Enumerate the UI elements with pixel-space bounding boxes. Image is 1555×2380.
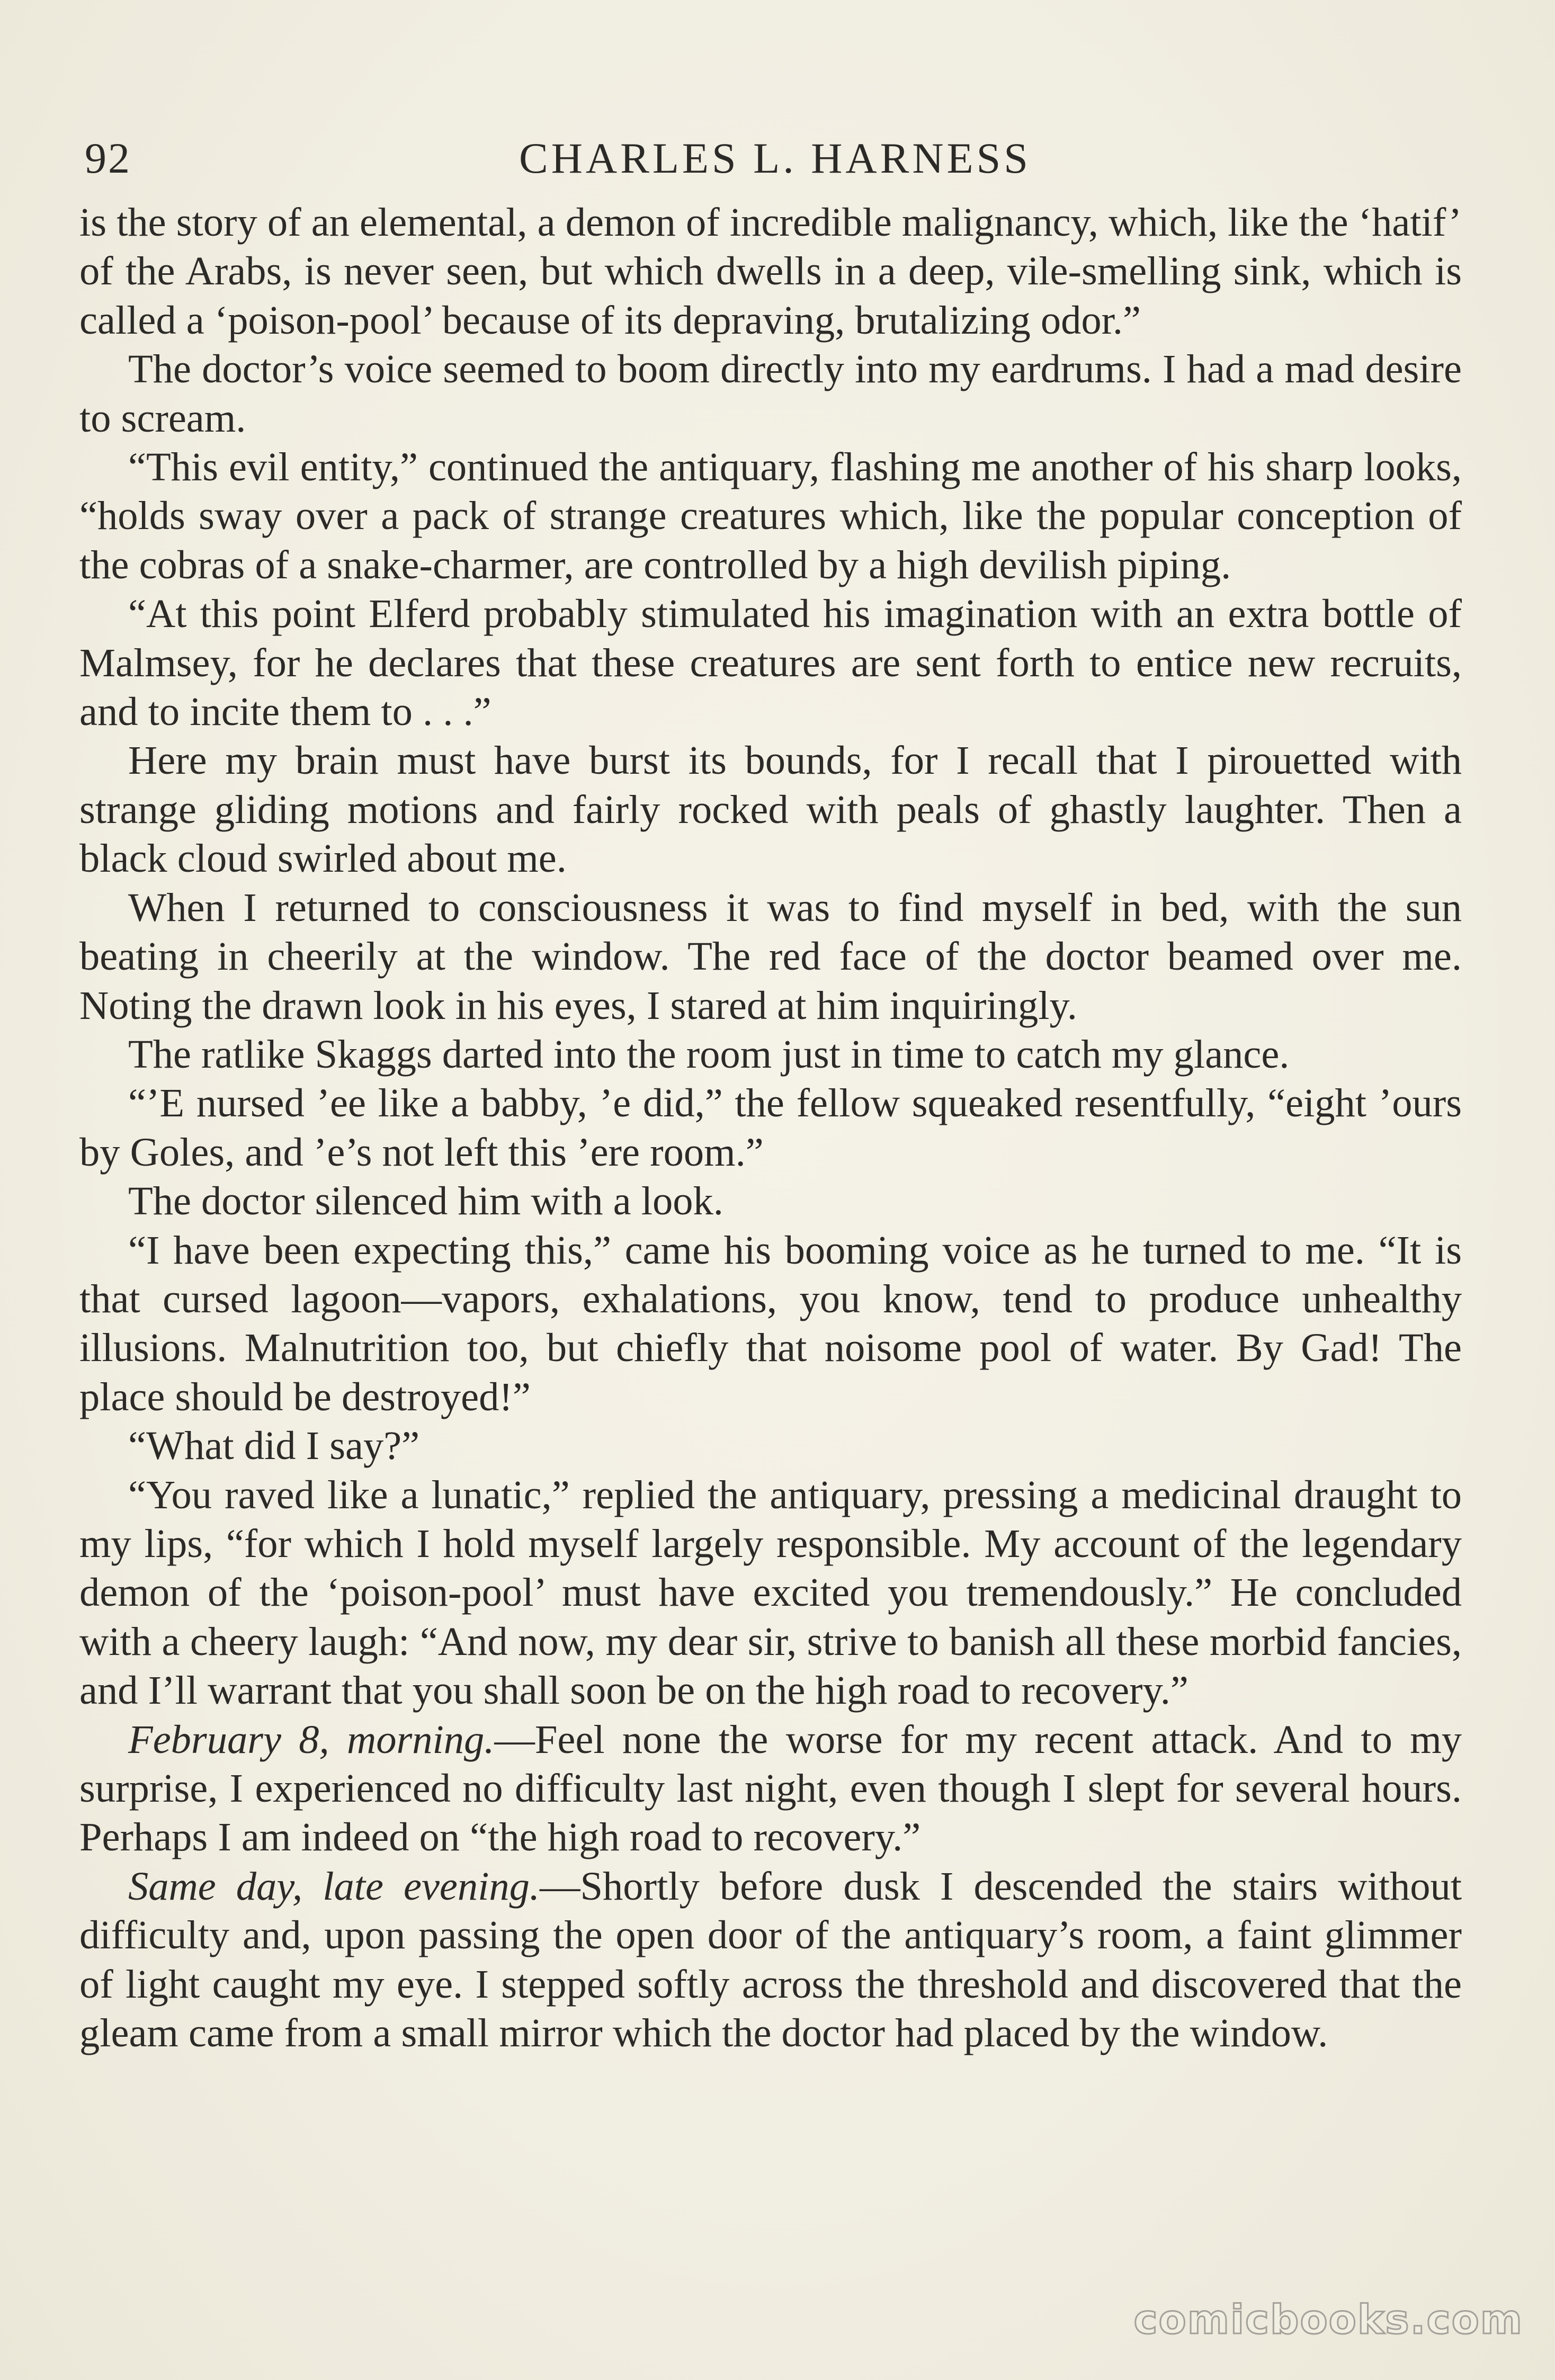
diary-entry-paragraph [79, 1862, 1462, 2058]
page-number: 92 [85, 134, 131, 182]
paragraph [79, 198, 1462, 345]
paragraph-text: —Shortly before dusk I descended the stairs without difficulty and, upon passing the open door of the antiquary’s room, a faint glimmer of light caught my eye. I stepped softly across the threshold and discovered that the gleam came from a small mirror which the doctor had placed by the window. [79, 1863, 1462, 2056]
paragraph-text: is the story of an elemental, a demon of incredible malignancy, which, like the ‘hatif’ of the Arabs, is never seen, but which dwells in a deep, vile-smelling sink, which is called a ‘poison-pool’ because of its depraving, brutalizing odor.” [79, 200, 1462, 343]
running-head-author: CHARLES L. HARNESS [519, 134, 1031, 182]
paragraph [79, 1079, 1462, 1177]
page-header [85, 133, 1462, 186]
site-watermark: comicbooks.com [1133, 2296, 1523, 2343]
paragraph-text: Here my brain must have burst its bounds, for I recall that I pirouetted with strange gliding motions and fairly rocked with peals of ghastly laughter. Then a black cloud swirled about me. [79, 738, 1462, 881]
paragraph [79, 589, 1462, 736]
paragraph-text: When I returned to consciousness it was to find myself in bed, with the sun beating in cheerily at the window. The red face of the doctor beamed over me. Noting the drawn look in his eyes, I stared at him inquiringly. [79, 884, 1462, 1028]
paragraph-text: —Feel none the worse for my recent attack. And to my surprise, I experienced no difficulty last night, even though I slept for several hours. Perhaps I am indeed on “the high road to recovery.” [79, 1716, 1462, 1860]
paragraph [79, 1226, 1462, 1422]
paragraph [79, 736, 1462, 883]
paragraph [79, 1421, 1462, 1470]
paragraph-text: The ratlike Skaggs darted into the room just in time to catch my glance. [128, 1031, 1290, 1077]
paragraph-text: “At this point Elferd probably stimulated his imagination with an extra bottle of Malmsey, for he declares that these creatures are sent forth to entice new recruits, and to incite them to . . .” [79, 591, 1462, 735]
paragraph-text: The doctor silenced him with a look. [128, 1178, 723, 1224]
paragraph [79, 443, 1462, 589]
paragraph [79, 345, 1462, 443]
paragraph-text: “I have been expecting this,” came his booming voice as he turned to me. “It is that cursed lagoon—vapors, exhalations, you know, tend to produce unhealthy illusions. Malnutrition too, but chiefly that noisome pool of water. By Gad! The place should be destroyed!” [79, 1227, 1462, 1419]
paragraph [79, 1030, 1462, 1079]
paragraph-text: “This evil entity,” continued the antiquary, flashing me another of his sharp looks, “holds sway over a pack of strange creatures which, like the popular conception of the cobras of a snake-charmer, are controlled by a high devilish piping. [79, 444, 1462, 587]
diary-entry-paragraph [79, 1715, 1462, 1862]
paragraph-text: “’E nursed ’ee like a babby, ’e did,” the fellow squeaked resentfully, “eight ’ours by Goles, and ’e’s not left this ’ere room.” [79, 1080, 1462, 1175]
paragraph [79, 1471, 1462, 1715]
paragraph [79, 1177, 1462, 1225]
paragraph [79, 883, 1462, 1030]
diary-dateline: Same day, late evening. [128, 1863, 540, 1909]
paragraph-text: “You raved like a lunatic,” replied the antiquary, pressing a medicinal draught to my lips, “for which I hold myself largely responsible. My account of the legendary demon of the ‘poison-pool’ must have excited you tremendously.” He concluded with a cheery laugh: “And now, my dear sir, strive to banish all these morbid fancies, and I’ll warrant that you shall soon be on the high road to recovery.” [79, 1472, 1462, 1713]
diary-dateline: February 8, morning. [128, 1716, 495, 1762]
paragraph-text: “What did I say?” [128, 1423, 420, 1469]
body-text [79, 198, 1462, 2057]
paragraph-text: The doctor’s voice seemed to boom directly into my eardrums. I had a mad desire to scream. [79, 346, 1462, 441]
